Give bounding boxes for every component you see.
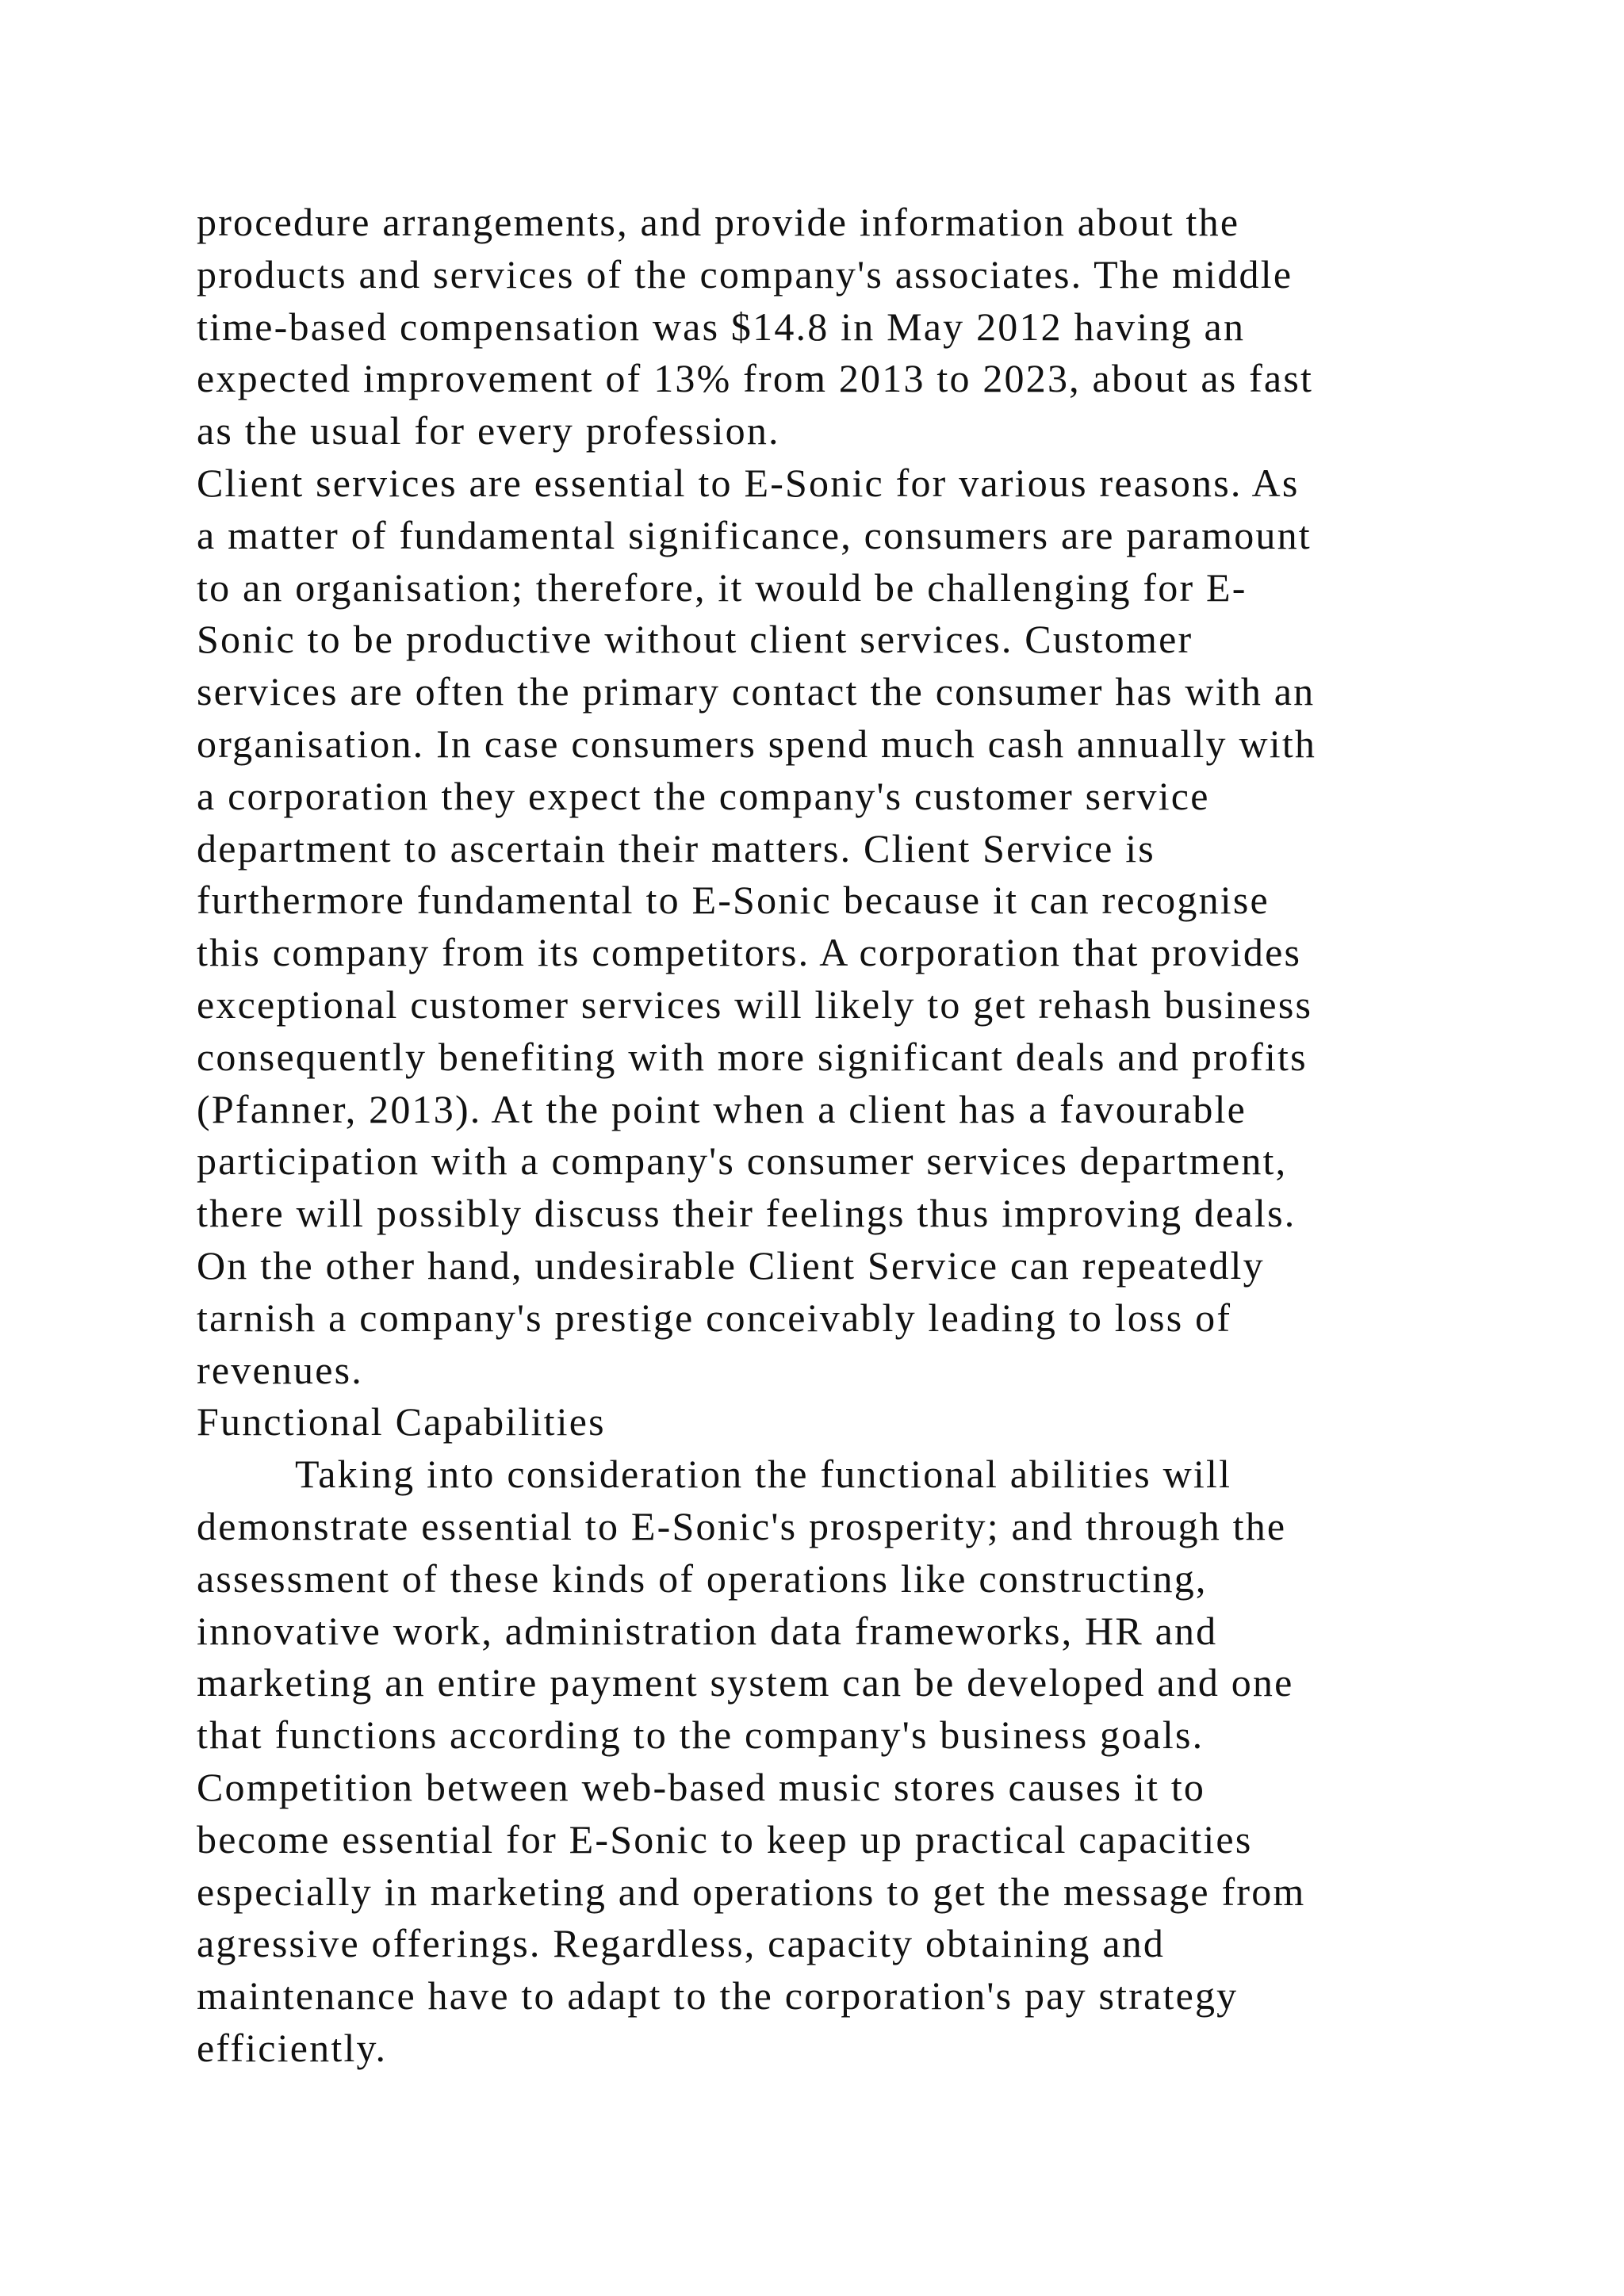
text-line: assessment of these kinds of operations like constructing, [197, 1556, 1208, 1601]
text-line: Competition between web-based music stores causes it to [197, 1764, 1206, 1809]
text-line: Client services are essential to E-Sonic for various reasons. As [197, 460, 1300, 505]
text-line: to an organisation; therefore, it would be challenging for E- [197, 564, 1247, 610]
text-line: demonstrate essential to E-Sonic's prosperity; and through the [197, 1503, 1287, 1548]
document-body-text [197, 197, 1497, 2075]
text-line: this company from its competitors. A corporation that provides [197, 930, 1302, 975]
text-line: Taking into consideration the functional abilities will [295, 1452, 1232, 1497]
text-line: services are often the primary contact the consumer has with an [197, 669, 1316, 714]
text-line: a matter of fundamental significance, consumers are paramount [197, 512, 1312, 557]
text-line: revenues. [197, 1347, 363, 1392]
text-line: procedure arrangements, and provide information about the [197, 200, 1240, 244]
text-line: innovative work, administration data frameworks, HR and [197, 1608, 1218, 1653]
text-line: On the other hand, undesirable Client Service can repeatedly [197, 1242, 1265, 1288]
text-line: exceptional customer services will likely to get rehash business [197, 982, 1313, 1027]
text-line: become essential for E-Sonic to keep up practical capacities [197, 1816, 1253, 1862]
text-line: (Pfanner, 2013). At the point when a client has a favourable [197, 1086, 1247, 1131]
text-line: a corporation they expect the company's customer service [197, 773, 1210, 818]
text-line: tarnish a company's prestige conceivably leading to loss of [197, 1295, 1232, 1340]
text-line: that functions according to the company's business goals. [197, 1712, 1205, 1758]
text-line: products and services of the company's associates. The middle [197, 251, 1293, 297]
text-line: agressive offerings. Regardless, capacity obtaining and [197, 1921, 1166, 1966]
text-line: especially in marketing and operations to get the message from [197, 1869, 1306, 1914]
text-line: maintenance have to adapt to the corporation's pay strategy [197, 1973, 1239, 2019]
section-heading: Functional Capabilities [197, 1399, 606, 1445]
text-line: expected improvement of 13% from 2013 to 2023, about as fast [197, 356, 1314, 401]
text-line: consequently benefiting with more significant deals and profits [197, 1034, 1308, 1079]
text-line: organisation. In case consumers spend much cash annually with [197, 721, 1317, 766]
text-line: marketing an entire payment system can be developed and one [197, 1660, 1294, 1705]
text-line: furthermore fundamental to E-Sonic because it can recognise [197, 878, 1270, 923]
text-line: department to ascertain their matters. Client Service is [197, 825, 1155, 871]
text-line: there will possibly discuss their feelings thus improving deals. [197, 1191, 1297, 1236]
text-line: Sonic to be productive without client services. Customer [197, 617, 1193, 662]
text-line: as the usual for every profession. [197, 408, 780, 453]
text-line: time-based compensation was $14.8 in May 2012 having an [197, 304, 1246, 349]
text-line: participation with a company's consumer services department, [197, 1138, 1288, 1184]
text-line: efficiently. [197, 2025, 388, 2070]
